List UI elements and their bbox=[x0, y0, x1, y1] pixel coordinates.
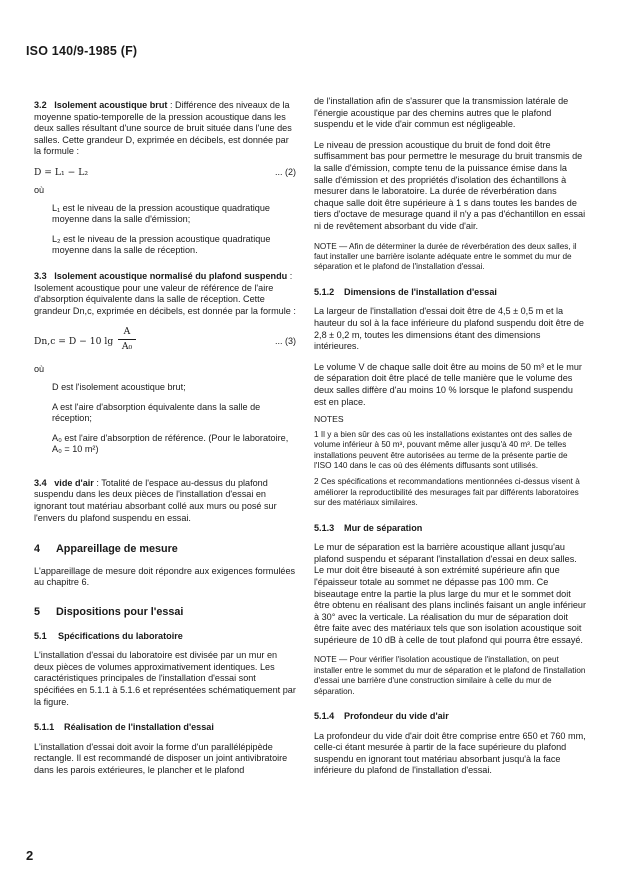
section-number: 3.3 bbox=[34, 270, 47, 281]
paragraph-background-noise: Le niveau de pression acoustique du bruit de fond doit être suffisamment bas pour permettre le mesurage du bruit transmis de la salle d'émission, compte tenu de la puissance émise dans la salle d'émission et des propriétés d'isolation des échantillons à mesurer dans le laboratoire. La durée de réverbération dans chaque salle doit être supérieure à 1 s dans toutes les bandes de tiers d'octave de mesurage quand il n'y a pas d'échantillon en essai ni de revêtement absorbant du vide d'air. bbox=[314, 139, 586, 231]
section-title: Spécifications du laboratoire bbox=[58, 630, 183, 641]
section-5-1-heading bbox=[34, 631, 296, 643]
section-number: 5 bbox=[34, 606, 41, 619]
section-title: Appareillage de mesure bbox=[56, 543, 178, 556]
left-column bbox=[34, 100, 296, 777]
section-number: 5.1 bbox=[34, 630, 47, 641]
section-number: 5.1.4 bbox=[314, 711, 335, 722]
section-3-3 bbox=[34, 271, 296, 317]
definition-a0: A₀ est l'aire d'absorption de référence. (Pour le laboratoire, A₀ = 10 m²) bbox=[52, 432, 289, 455]
section-title: Réalisation de l'installation d'essai bbox=[64, 722, 214, 733]
section-title: vide d'air bbox=[54, 477, 94, 488]
section-5-1-1-heading bbox=[34, 722, 296, 734]
equation-formula: D = L₁ − L₂ bbox=[34, 166, 89, 178]
note-reverberation: NOTE — Afin de déterminer la durée de réverbération des deux salles, il faut installer une barrière isolante adéquate entre le sommet du mur de séparation et le plafond de l'installation d'essai. bbox=[314, 241, 577, 272]
definition-d: D est l'isolement acoustique brut; bbox=[52, 381, 186, 392]
paragraph-continuation: de l'installation afin de s'assurer que la transmission latérale de l'énergie acoustique par des chemins autres que le plafond suspendu et le vide d'air commun est négligeable. bbox=[314, 96, 569, 130]
section-number: 5.1.3 bbox=[314, 522, 335, 533]
section-number: 5.1.2 bbox=[314, 286, 335, 297]
section-5-1-text: L'installation d'essai du laboratoire est divisée par un mur en deux pièces de volumes approximativement identiques. Les caractéristiques principales de l'installation d'essai sont spécifiées en 5.1.1 à 5.1.6 et représentées schématiquement par la figure. bbox=[34, 650, 296, 707]
section-title: Mur de séparation bbox=[344, 522, 423, 533]
section-3-2 bbox=[34, 100, 296, 158]
note-item-1: 1 Il y a bien sûr des cas où les installations existantes ont des salles de volume inférieur à 50 m³, pouvant même aller jusqu'à 40 m³. De telles installations peuvent être autorisées au terme de la présente partie de l'ISO 140 dans le cas où des éléments diffusants sont utilisés. bbox=[314, 429, 573, 470]
fraction-numerator: A bbox=[123, 326, 131, 338]
section-number: 4 bbox=[34, 543, 41, 556]
page-number: 2 bbox=[26, 848, 34, 863]
note-item-2: 2 Ces spécifications et recommandations mentionnées ci-dessus visent à améliorer la reproductibilité des mesurages fait par différents laboratoires sur des matériaux similaires. bbox=[314, 477, 580, 508]
section-title: Isolement acoustique brut bbox=[54, 100, 168, 110]
equation-2 bbox=[34, 167, 296, 181]
section-title: Dispositions pour l'essai bbox=[56, 606, 184, 619]
section-number: 5.1.1 bbox=[34, 722, 55, 733]
section-5-1-4-heading bbox=[314, 711, 586, 723]
definition-l1: L₁ est le niveau de la pression acoustique quadratique moyenne dans la salle d'émission; bbox=[52, 202, 270, 225]
section-3-4 bbox=[34, 478, 296, 524]
section-number: 3.4 bbox=[34, 477, 47, 488]
section-title: Profondeur du vide d'air bbox=[344, 711, 449, 722]
where-label: où bbox=[34, 184, 45, 195]
note-verification: NOTE — Pour vérifier l'isolation acoustique de l'installation, on peut installer entre le sommet du mur de séparation et le plafond de l'installation d'essai une barrière d'une construction similaire à celle du mur de séparation. bbox=[314, 655, 586, 696]
section-5-1-2-heading bbox=[314, 287, 586, 299]
section-5-1-1-text: L'installation d'essai doit avoir la forme d'un parallélépipède rectangle. Il est recommandé de disposer un joint antivibratoire dans les parois extérieures, le plancher et le plafond bbox=[34, 741, 288, 775]
section-number: 3.2 bbox=[34, 100, 47, 110]
fraction-bar bbox=[118, 339, 136, 340]
section-title: Dimensions de l'installation d'essai bbox=[344, 286, 497, 297]
equation-fraction bbox=[118, 326, 136, 352]
fraction-denominator: A₀ bbox=[121, 340, 133, 352]
document-header: ISO 140/9-1985 (F) bbox=[26, 44, 138, 58]
section-5-1-2-para-2: Le volume V de chaque salle doit être au moins de 50 m³ et le mur de séparation doit être placé de telle manière que le volume des deux salles diffère d'au moins 10 % lorsque le plafond suspendu est en place. bbox=[314, 361, 582, 407]
section-5-1-3-text: Le mur de séparation est la barrière acoustique allant jusqu'au plafond suspendu et séparant l'installation d'essai en deux salles. Le mur doit être biseauté à son extrémité supérieure afin que l'épaisseur totale au sommet ne dépasse pas 100 mm. Ce biseautage entre la partie la plus large du mur et le sommet doit être obtenu en réalisant des plans inclinés faisant un angle inférieur à 30° avec la verticale. La réalisation du mur de séparation doit être faite avec des matériaux tels que son isolation acoustique soit supérieure de 10 dB à celle de tout plafond qui pourra être essayé. bbox=[314, 542, 586, 645]
definition-a: A est l'aire d'absorption équivalente dans la salle de réception; bbox=[52, 401, 261, 424]
equation-reference: ... (2) bbox=[274, 166, 296, 177]
equation-reference: ... (3) bbox=[274, 336, 296, 347]
section-5-1-4-text: La profondeur du vide d'air doit être comprise entre 650 et 760 mm, celle-ci étant mesurée à partir de la face supérieure du plafond suspendu en ignorant tout matériau absorbant jusqu'à la face inférieure du plafond de l'installation d'essai. bbox=[314, 730, 586, 776]
section-5-1-3-heading bbox=[314, 523, 586, 535]
section-text: : Totalité de l'espace au-dessus du plafond suspendu dans les deux pièces de l'installation d'essai en ignorant tout matériau absorbant collé aux murs ou posé sur l'envers du plafond suspendu en essai. bbox=[34, 477, 277, 523]
where-label: où bbox=[34, 364, 45, 375]
section-text: : Isolement acoustique pour une valeur de référence de l'aire d'absorption équivalente dans la salle de réception. Cette grandeur Dn,c, exprimée en décibels, est donnée par la formule : bbox=[34, 270, 296, 316]
notes-heading: NOTES bbox=[314, 414, 344, 425]
equation-formula: Dn,c = D − 10 lg bbox=[34, 336, 114, 348]
right-column bbox=[314, 96, 586, 777]
equation-3 bbox=[34, 326, 296, 360]
section-5-1-2-para-1: La largeur de l'installation d'essai doit être de 4,5 ± 0,5 m et la hauteur du sol à la face inférieure du plafond suspendu doit être de 2,8 ± 0,2 m, toutes les dimensions étant des dimensions intérieures. bbox=[314, 306, 584, 352]
section-title: Isolement acoustique normalisé du plafond suspendu bbox=[54, 270, 288, 281]
section-4-text: L'appareillage de mesure doit répondre aux exigences formulées au chapitre 6. bbox=[34, 565, 296, 588]
section-text: : Différence des niveaux de la moyenne spatio-temporelle de la pression acoustique dans les deux salles résultant d'une source de bruit située dans l'une des salles. Cette grandeur D, exprimée en décibels, est donnée par la formule : bbox=[34, 100, 292, 157]
definition-l2: L₂ est le niveau de la pression acoustique quadratique moyenne dans la salle de réception. bbox=[52, 233, 271, 256]
section-4-heading bbox=[34, 544, 296, 556]
section-5-heading bbox=[34, 607, 296, 619]
